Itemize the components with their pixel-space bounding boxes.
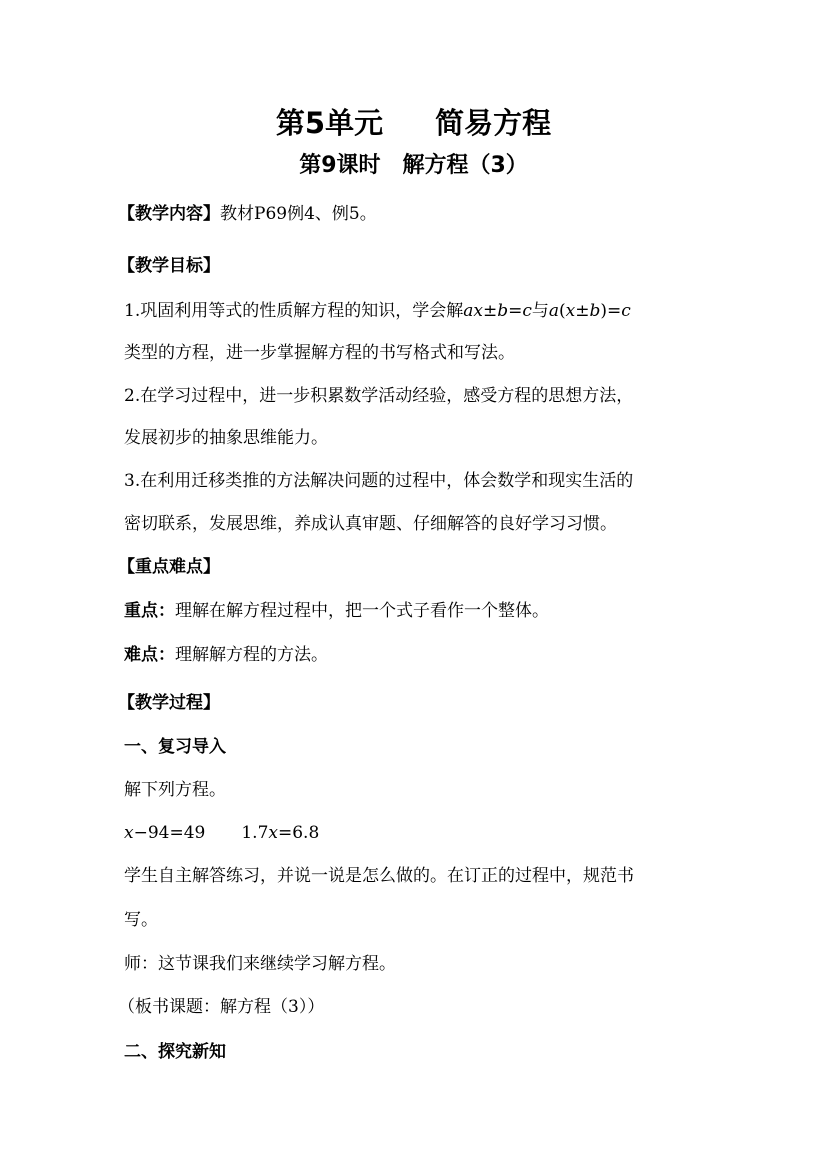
formula-term: c <box>621 301 631 321</box>
process-heading: 【教学过程】 <box>118 693 220 713</box>
review-equations <box>124 821 319 845</box>
teacher-remark: 师：这节课我们来继续学习解方程。 <box>124 954 396 974</box>
lesson-title <box>0 150 827 182</box>
difficulty-text: 理解解方程的方法。 <box>175 645 328 665</box>
lesson-name: 解方程（3） <box>402 153 528 178</box>
formula-op: = <box>508 301 523 321</box>
formula-op: ( <box>559 301 566 321</box>
difficulty-point <box>124 643 328 667</box>
student-activity-line-1: 学生自主解答练习，并说一说是怎么做的。在订正的过程中，规范书 <box>124 866 634 886</box>
teaching-content-label: 【教学内容】 <box>118 204 220 224</box>
equation-2-rest: =6.8 <box>278 823 320 843</box>
unit-number: 第5单元 <box>275 106 384 140</box>
equation-2-var: x <box>268 823 278 843</box>
formula-term: c <box>522 301 532 321</box>
key-points-heading: 【重点难点】 <box>118 557 220 577</box>
formula-op: ± <box>575 301 590 321</box>
teaching-content <box>118 202 377 226</box>
formula-term: b <box>497 301 509 321</box>
difficulty-label: 难点： <box>124 645 175 665</box>
formula-term: ax <box>463 301 483 321</box>
objective-1-line-2: 类型的方程，进一步掌握解方程的书写格式和写法。 <box>124 343 515 363</box>
objective-1-line-1 <box>124 299 631 323</box>
unit-name: 简易方程 <box>435 106 552 140</box>
lesson-number: 第9课时 <box>299 153 381 178</box>
formula-term: x <box>565 301 576 321</box>
student-activity-line-2: 写。 <box>124 910 158 930</box>
objective-1-text: 1.巩固利用等式的性质解方程的知识，学会解 <box>124 301 464 321</box>
formula-term: b <box>589 301 601 321</box>
key-point-label: 重点： <box>124 601 175 621</box>
formula-op: ± <box>482 301 498 321</box>
equation-1-var: x <box>124 823 134 843</box>
equation-1-rest: −94=49 <box>133 823 206 843</box>
objective-2-line-2: 发展初步的抽象思维能力。 <box>124 428 328 448</box>
teaching-content-text: 教材P69例4、例5。 <box>220 204 377 224</box>
objectives-heading: 【教学目标】 <box>118 256 220 276</box>
review-intro: 解下列方程。 <box>124 780 226 800</box>
board-note: （板书课题：解方程（3）） <box>118 997 325 1017</box>
key-point <box>124 599 549 623</box>
objective-3-line-2: 密切联系，发展思维，养成认真审题、仔细解答的良好学习习惯。 <box>124 514 617 534</box>
section-explore: 二、探究新知 <box>124 1042 226 1062</box>
equation-2-coef: 1.7 <box>241 823 269 843</box>
key-point-text: 理解在解方程过程中，把一个式子看作一个整体。 <box>175 601 549 621</box>
objective-2-line-1: 2.在学习过程中，进一步积累数学活动经验，感受方程的思想方法， <box>124 386 634 406</box>
unit-title <box>0 103 827 143</box>
objective-1-and: 与 <box>531 301 549 321</box>
formula-term: a <box>548 301 560 321</box>
formula-op: )= <box>600 301 622 321</box>
section-review: 一、复习导入 <box>124 737 226 757</box>
objective-3-line-1: 3.在利用迁移类推的方法解决问题的过程中，体会数学和现实生活的 <box>124 471 634 491</box>
